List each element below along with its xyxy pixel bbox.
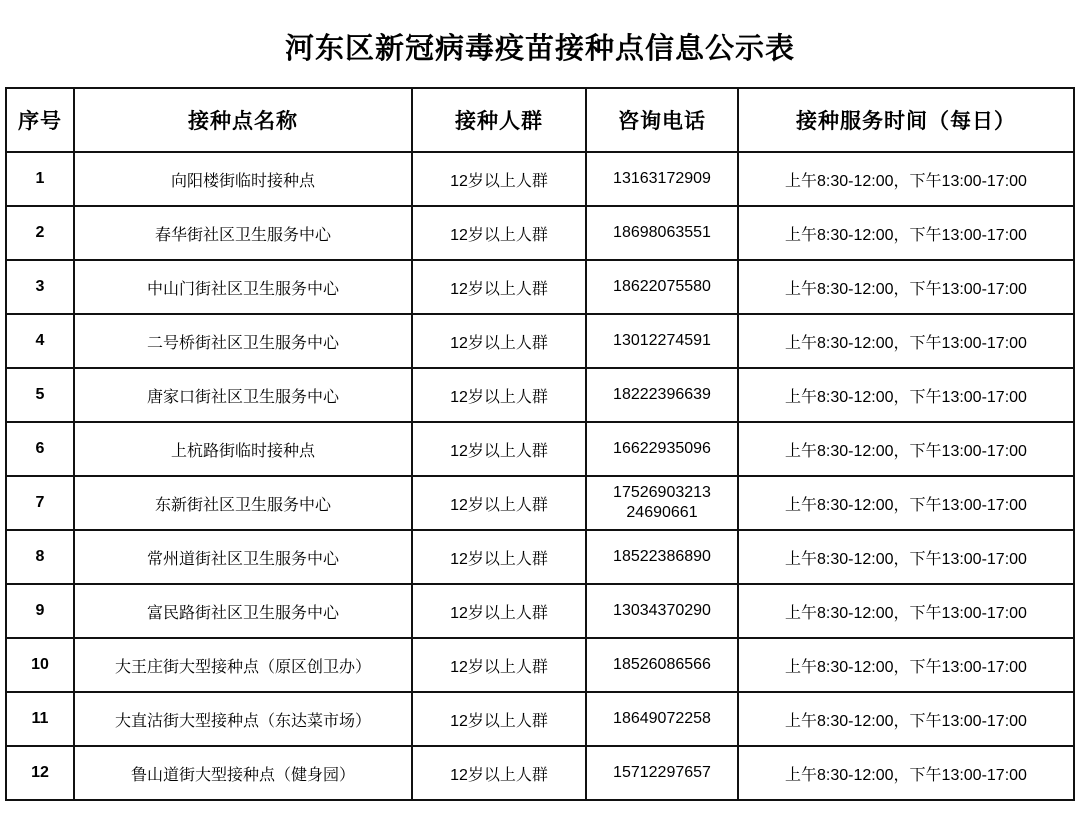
- cell-no: 4: [6, 314, 74, 368]
- cell-phone: [586, 746, 738, 800]
- cell-phone: [586, 368, 738, 422]
- phone-numbers: [589, 439, 735, 459]
- column-header-time: 接种服务时间（每日）: [738, 88, 1074, 152]
- phone-primary: 18222396639: [613, 386, 711, 403]
- table-header: [6, 88, 1074, 152]
- cell-no: 5: [6, 368, 74, 422]
- cell-time: 上午8:30-12:00，下午13:00-17:00: [738, 476, 1074, 530]
- cell-time: 上午8:30-12:00，下午13:00-17:00: [738, 422, 1074, 476]
- cell-group: 12岁以上人群: [412, 584, 586, 638]
- cell-site-name: 二号桥街社区卫生服务中心: [74, 314, 412, 368]
- phone-primary: 18622075580: [613, 278, 711, 295]
- cell-no: 3: [6, 260, 74, 314]
- cell-phone: [586, 692, 738, 746]
- cell-group: 12岁以上人群: [412, 476, 586, 530]
- phone-numbers: [589, 601, 735, 621]
- cell-no: 1: [6, 152, 74, 206]
- cell-group: 12岁以上人群: [412, 638, 586, 692]
- phone-numbers: [589, 223, 735, 243]
- table-row: [6, 422, 1074, 476]
- cell-site-name: 向阳楼街临时接种点: [74, 152, 412, 206]
- phone-numbers: [589, 709, 735, 729]
- phone-numbers: [589, 385, 735, 405]
- page-title: 河东区新冠病毒疫苗接种点信息公示表: [284, 33, 795, 65]
- cell-phone: [586, 314, 738, 368]
- phone-numbers: [589, 547, 735, 567]
- phone-primary: 13163172909: [613, 170, 711, 187]
- cell-group: 12岁以上人群: [412, 260, 586, 314]
- cell-phone: [586, 584, 738, 638]
- cell-no: 11: [6, 692, 74, 746]
- table-row: [6, 152, 1074, 206]
- phone-numbers: [589, 277, 735, 297]
- cell-no: 10: [6, 638, 74, 692]
- table-row: [6, 476, 1074, 530]
- phone-numbers: [589, 331, 735, 351]
- table-row: [6, 692, 1074, 746]
- cell-site-name: 唐家口街社区卫生服务中心: [74, 368, 412, 422]
- cell-phone: [586, 638, 738, 692]
- cell-time: 上午8:30-12:00，下午13:00-17:00: [738, 368, 1074, 422]
- cell-time: 上午8:30-12:00，下午13:00-17:00: [738, 152, 1074, 206]
- table-row: [6, 584, 1074, 638]
- table-row: [6, 746, 1074, 800]
- phone-primary: 18526086566: [613, 656, 711, 673]
- cell-time: 上午8:30-12:00，下午13:00-17:00: [738, 206, 1074, 260]
- cell-site-name: 东新街社区卫生服务中心: [74, 476, 412, 530]
- cell-group: 12岁以上人群: [412, 368, 586, 422]
- phone-primary: 15712297657: [613, 764, 711, 781]
- column-header-no: 序号: [6, 88, 74, 152]
- phone-primary: 13012274591: [613, 332, 711, 349]
- table-body: [6, 152, 1074, 800]
- cell-site-name: 鲁山道街大型接种点（健身园）: [74, 746, 412, 800]
- cell-group: 12岁以上人群: [412, 152, 586, 206]
- table-row: [6, 368, 1074, 422]
- column-header-name: 接种点名称: [74, 88, 412, 152]
- cell-group: 12岁以上人群: [412, 692, 586, 746]
- cell-no: 2: [6, 206, 74, 260]
- phone-numbers: [589, 763, 735, 783]
- column-header-phone: 咨询电话: [586, 88, 738, 152]
- phone-numbers: [589, 655, 735, 675]
- table-row: [6, 314, 1074, 368]
- phone-primary: 18649072258: [613, 710, 711, 727]
- cell-group: 12岁以上人群: [412, 422, 586, 476]
- cell-time: 上午8:30-12:00，下午13:00-17:00: [738, 260, 1074, 314]
- column-header-group: 接种人群: [412, 88, 586, 152]
- vaccination-sites-table: [5, 87, 1075, 801]
- cell-no: 9: [6, 584, 74, 638]
- phone-primary: 13034370290: [613, 602, 711, 619]
- table-header-row: [6, 88, 1074, 152]
- phone-primary: 17526903213: [613, 484, 711, 501]
- cell-site-name: 富民路街社区卫生服务中心: [74, 584, 412, 638]
- cell-group: 12岁以上人群: [412, 530, 586, 584]
- cell-time: 上午8:30-12:00，下午13:00-17:00: [738, 314, 1074, 368]
- cell-phone: [586, 476, 738, 530]
- cell-phone: [586, 530, 738, 584]
- cell-phone: [586, 422, 738, 476]
- table-row: [6, 260, 1074, 314]
- phone-numbers: [589, 483, 735, 523]
- cell-site-name: 常州道街社区卫生服务中心: [74, 530, 412, 584]
- cell-no: 6: [6, 422, 74, 476]
- cell-time: 上午8:30-12:00，下午13:00-17:00: [738, 584, 1074, 638]
- cell-group: 12岁以上人群: [412, 746, 586, 800]
- phone-primary: 18522386890: [613, 548, 711, 565]
- cell-site-name: 大王庄街大型接种点（原区创卫办）: [74, 638, 412, 692]
- cell-group: 12岁以上人群: [412, 206, 586, 260]
- table-row: [6, 638, 1074, 692]
- cell-no: 8: [6, 530, 74, 584]
- cell-phone: [586, 152, 738, 206]
- cell-time: 上午8:30-12:00，下午13:00-17:00: [738, 692, 1074, 746]
- cell-time: 上午8:30-12:00，下午13:00-17:00: [738, 638, 1074, 692]
- phone-primary: 16622935096: [613, 440, 711, 457]
- cell-no: 7: [6, 476, 74, 530]
- table-row: [6, 530, 1074, 584]
- cell-time: 上午8:30-12:00，下午13:00-17:00: [738, 746, 1074, 800]
- table-row: [6, 206, 1074, 260]
- cell-phone: [586, 206, 738, 260]
- cell-site-name: 上杭路街临时接种点: [74, 422, 412, 476]
- cell-no: 12: [6, 746, 74, 800]
- cell-site-name: 春华街社区卫生服务中心: [74, 206, 412, 260]
- phone-secondary: 24690661: [626, 504, 698, 521]
- cell-group: 12岁以上人群: [412, 314, 586, 368]
- cell-site-name: 大直沽街大型接种点（东达菜市场）: [74, 692, 412, 746]
- cell-site-name: 中山门街社区卫生服务中心: [74, 260, 412, 314]
- phone-primary: 18698063551: [613, 224, 711, 241]
- phone-numbers: [589, 169, 735, 189]
- cell-time: 上午8:30-12:00，下午13:00-17:00: [738, 530, 1074, 584]
- cell-phone: [586, 260, 738, 314]
